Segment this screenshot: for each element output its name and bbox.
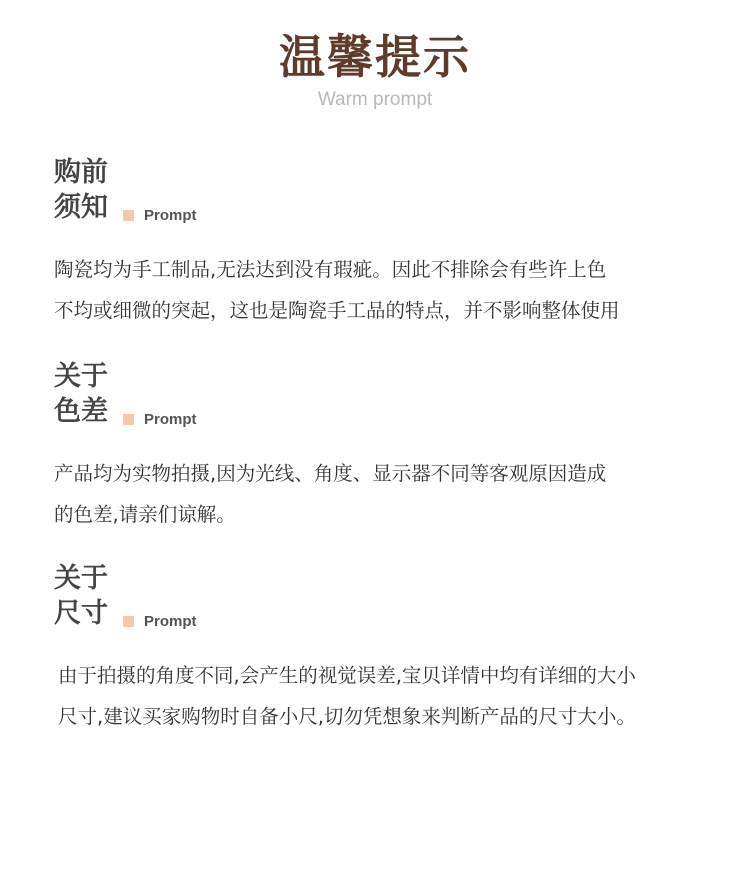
body-line: 由于拍摄的角度不同,会产生的视觉误差,宝贝详情中均有详细的大小 [58, 664, 636, 687]
section-purchase-notice [54, 155, 714, 331]
section-heading [54, 155, 714, 225]
page-header [0, 28, 750, 112]
section-heading-line2: 色差 [54, 396, 108, 427]
body-line: 的色差,请亲们谅解。 [54, 503, 236, 526]
prompt-tag-label: Prompt [144, 206, 197, 224]
section-heading-line1: 购前 [54, 157, 108, 188]
square-bullet-icon [123, 414, 134, 425]
prompt-tag [123, 205, 197, 225]
section-size [54, 561, 714, 737]
section-body [54, 655, 714, 737]
square-bullet-icon [123, 210, 134, 221]
section-heading-line1: 关于 [54, 563, 108, 594]
section-heading-line1: 关于 [54, 361, 108, 392]
body-line: 陶瓷均为手工制品,无法达到没有瑕疵。因此不排除会有些许上色 [54, 258, 607, 281]
body-line: 尺寸,建议买家购物时自备小尺,切勿凭想象来判断产品的尺寸大小。 [58, 705, 636, 728]
page-title: 温馨提示 [279, 30, 471, 84]
prompt-tag-label: Prompt [144, 410, 197, 428]
prompt-tag [123, 409, 197, 429]
prompt-tag-label: Prompt [144, 612, 197, 630]
prompt-tag [123, 611, 197, 631]
section-heading [54, 359, 714, 429]
section-heading-line2: 尺寸 [54, 598, 108, 629]
body-line: 产品均为实物拍摄,因为光线、角度、显示器不同等客观原因造成 [54, 462, 607, 485]
section-body [54, 249, 714, 331]
section-heading-line2: 须知 [54, 192, 108, 223]
section-color-difference [54, 359, 714, 535]
square-bullet-icon [123, 616, 134, 627]
body-line: 不均或细微的突起，这也是陶瓷手工品的特点，并不影响整体使用 [54, 299, 620, 322]
page-subtitle: Warm prompt [317, 89, 433, 110]
section-body [54, 453, 714, 535]
section-heading [54, 561, 714, 631]
